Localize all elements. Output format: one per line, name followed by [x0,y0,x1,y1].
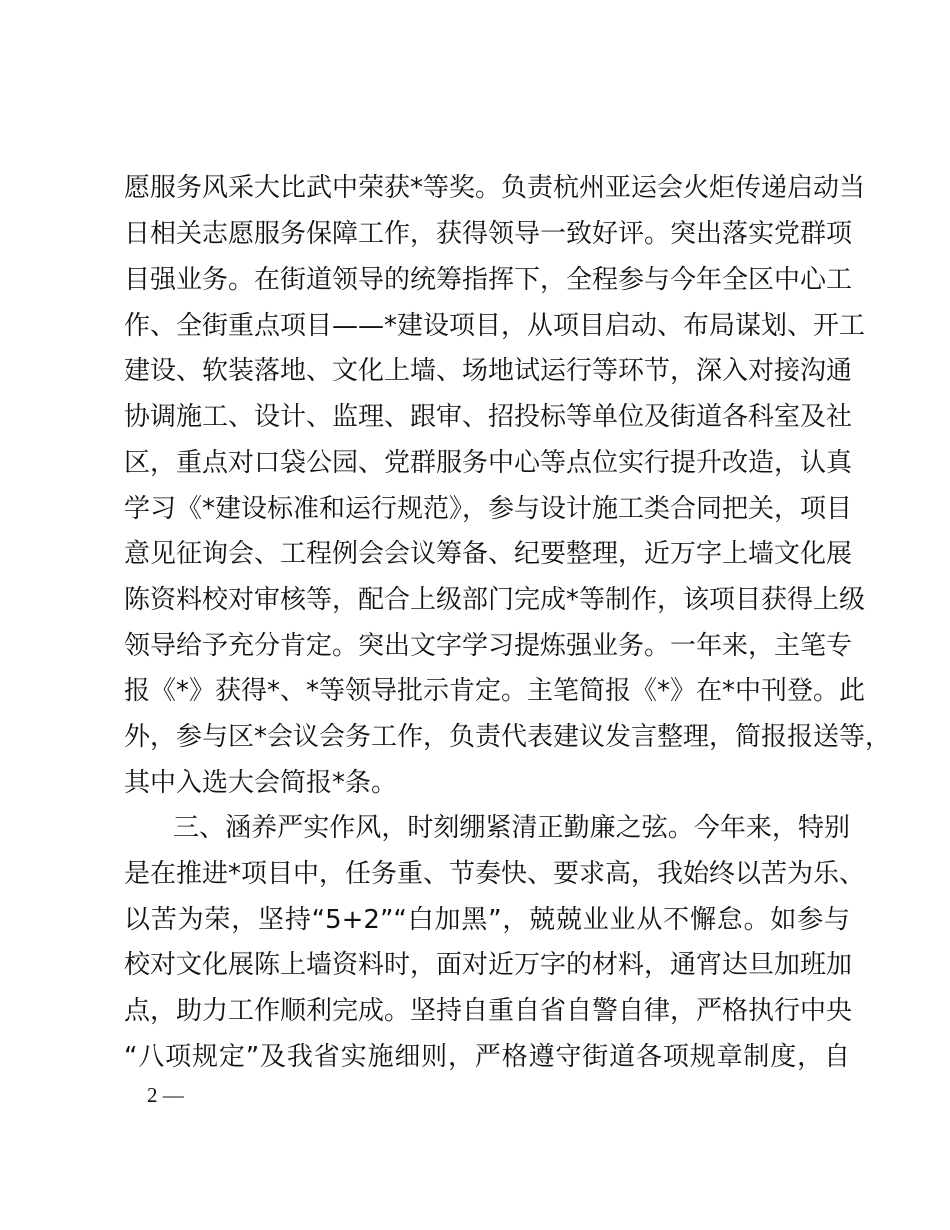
text-line: 建设、软装落地、文化上墙、场地试运行等环节，深入对接沟通 [124,356,853,386]
text-line: 学习《*建设标准和运行规范》，参与设计施工类合同把关，项目 [124,494,853,524]
text-line: 作、全街重点项目——*建设项目，从项目启动、布局谋划、开工 [124,311,866,341]
text-line: 日相关志愿服务保障工作，获得领导一致好评。突出落实党群项 [124,219,853,249]
text-line: 校对文化展陈上墙资料时，面对近万字的材料，通宵达旦加班加 [124,950,853,980]
text-line: 意见征询会、工程例会会议筹备、纪要整理，近万字上墙文化展 [124,539,853,569]
text-line: 外，参与区*会议会务工作，负责代表建议发言整理，简报报送等， [124,722,892,752]
text-line: 是在推进*项目中，任务重、节奏快、要求高，我始终以苦为乐、 [124,859,866,889]
section-heading-line: 三、涵养严实作风，时刻绷紧清正勤廉之弦。今年来，特别 [173,813,850,843]
text-line: 愿服务风采大比武中荣获*等奖。负责杭州亚运会火炬传递启动当 [124,173,866,203]
text-line: 领导给予充分肯定。突出文字学习提炼强业务。一年来，主笔专 [124,631,853,661]
text-line: 点，助力工作顺利完成。坚持自重自省自警自律，严格执行中央 [124,996,853,1026]
text-line: 以苦为荣，坚持“5+2”“白加黑”，兢兢业业从不懈怠。如参与 [124,905,850,935]
text-line: 目强业务。在街道领导的统筹指挥下，全程参与今年全区中心工 [124,265,853,295]
page-number: 2 — [147,1083,184,1107]
text-line: 区，重点对口袋公园、党群服务中心等点位实行提升改造，认真 [124,448,853,478]
text-line: 协调施工、设计、监理、跟审、招投标等单位及街道各科室及社 [124,402,853,432]
text-line: 陈资料校对审核等，配合上级部门完成*等制作，该项目获得上级 [124,585,866,615]
text-line: “八项规定”及我省实施细则，严格遵守街道各项规章制度，自 [124,1042,850,1072]
text-line: 报《*》获得*、*等领导批示肯定。主笔简报《*》在*中刊登。此 [124,676,866,706]
text-line: 其中入选大会简报*条。 [124,768,398,798]
